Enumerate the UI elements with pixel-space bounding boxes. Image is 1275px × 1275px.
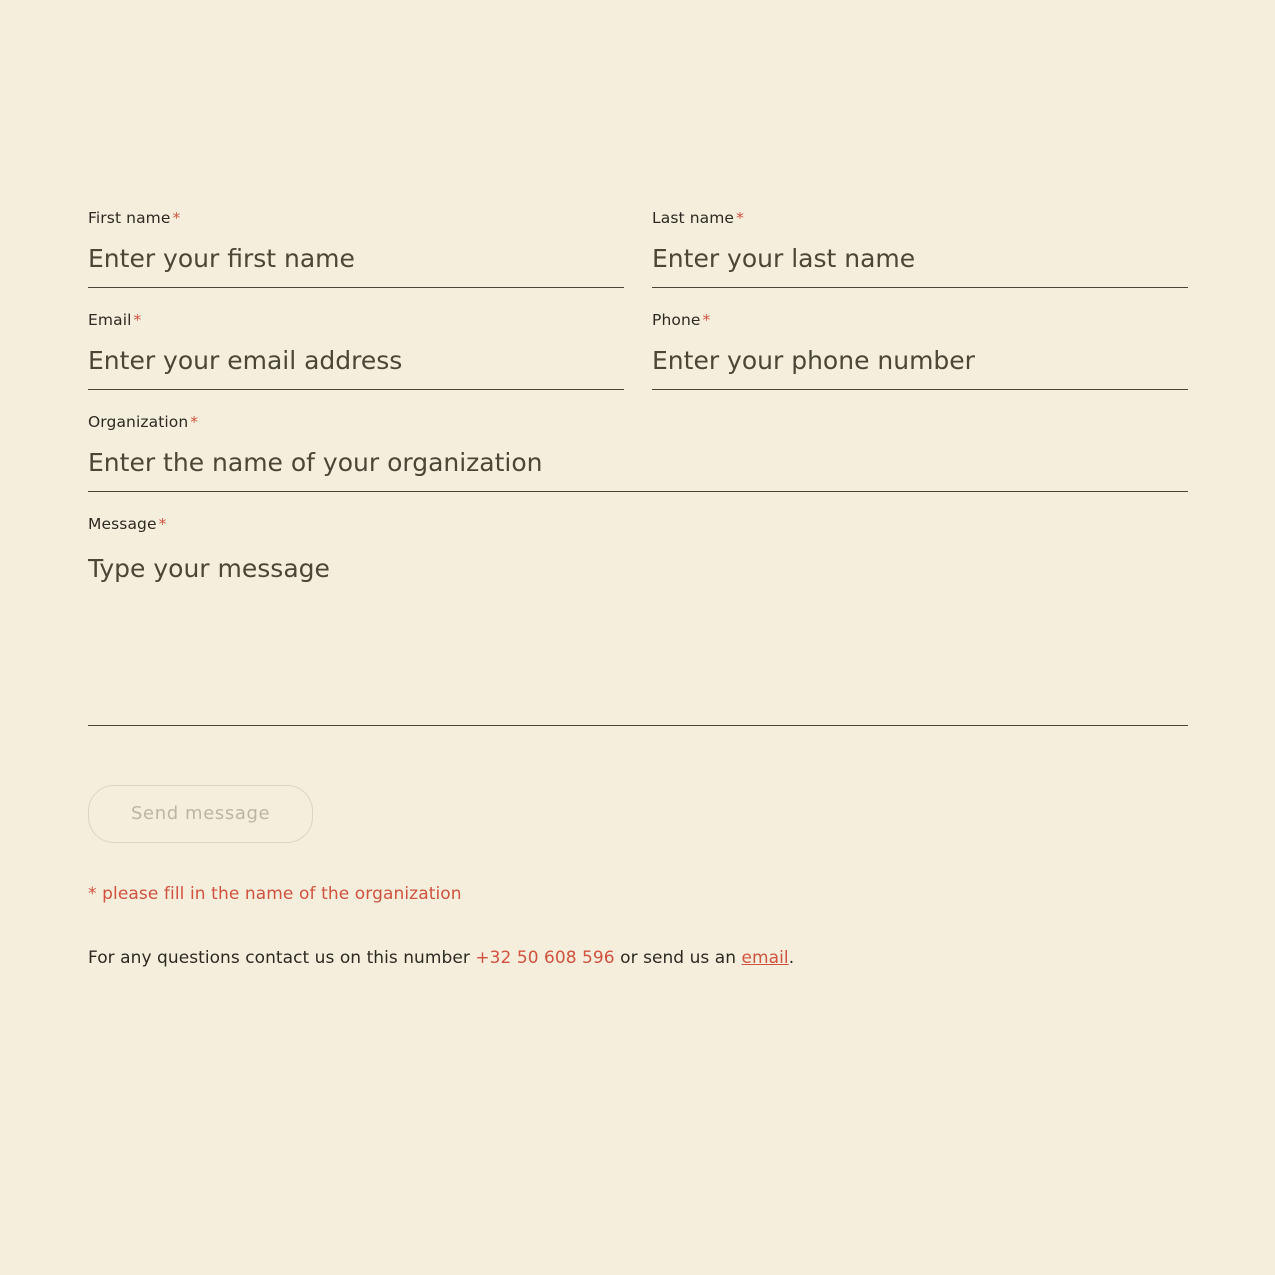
- field-phone: [652, 310, 1188, 390]
- email-link[interactable]: email: [741, 948, 789, 968]
- field-last-name: [652, 208, 1188, 288]
- first-name-label-text: First name: [88, 209, 171, 227]
- organization-label: [88, 412, 1188, 432]
- contact-form: [88, 208, 1188, 968]
- field-organization: [88, 412, 1188, 492]
- contact-help-prefix: For any questions contact us on this number: [88, 948, 476, 968]
- organization-required-mark: *: [190, 413, 199, 431]
- last-name-label-text: Last name: [652, 209, 735, 227]
- phone-required-mark: *: [702, 311, 711, 329]
- field-first-name: [88, 208, 624, 288]
- last-name-label: [652, 208, 1188, 228]
- first-name-required-mark: *: [172, 209, 181, 227]
- contact-help-text: [88, 948, 1188, 968]
- phone-input[interactable]: [652, 344, 1188, 390]
- contact-help-suffix: .: [788, 948, 795, 968]
- first-name-label: [88, 208, 624, 228]
- email-input[interactable]: [88, 344, 624, 390]
- submit-row: [88, 785, 1188, 843]
- phone-label: [652, 310, 1188, 330]
- organization-label-text: Organization: [88, 413, 189, 431]
- phone-link[interactable]: +32 50 608 596: [475, 948, 615, 968]
- contact-help-middle: or send us an: [614, 948, 742, 968]
- name-row: [88, 208, 1188, 310]
- organization-row: [88, 412, 1188, 514]
- message-label: [88, 514, 1188, 534]
- organization-input[interactable]: [88, 446, 1188, 492]
- email-label: [88, 310, 624, 330]
- message-row: [88, 514, 1188, 748]
- first-name-input[interactable]: [88, 242, 624, 288]
- last-name-input[interactable]: [652, 242, 1188, 288]
- email-label-text: Email: [88, 311, 132, 329]
- phone-label-text: Phone: [652, 311, 701, 329]
- form-error-message: * please fill in the name of the organization: [88, 884, 462, 904]
- email-required-mark: *: [133, 311, 142, 329]
- field-email: [88, 310, 624, 390]
- message-required-mark: *: [158, 515, 167, 533]
- contact-row: [88, 310, 1188, 412]
- last-name-required-mark: *: [736, 209, 744, 227]
- message-textarea[interactable]: [88, 548, 1188, 726]
- field-message: [88, 514, 1188, 726]
- message-label-text: Message: [88, 515, 157, 533]
- send-message-button[interactable]: Send message: [88, 785, 313, 843]
